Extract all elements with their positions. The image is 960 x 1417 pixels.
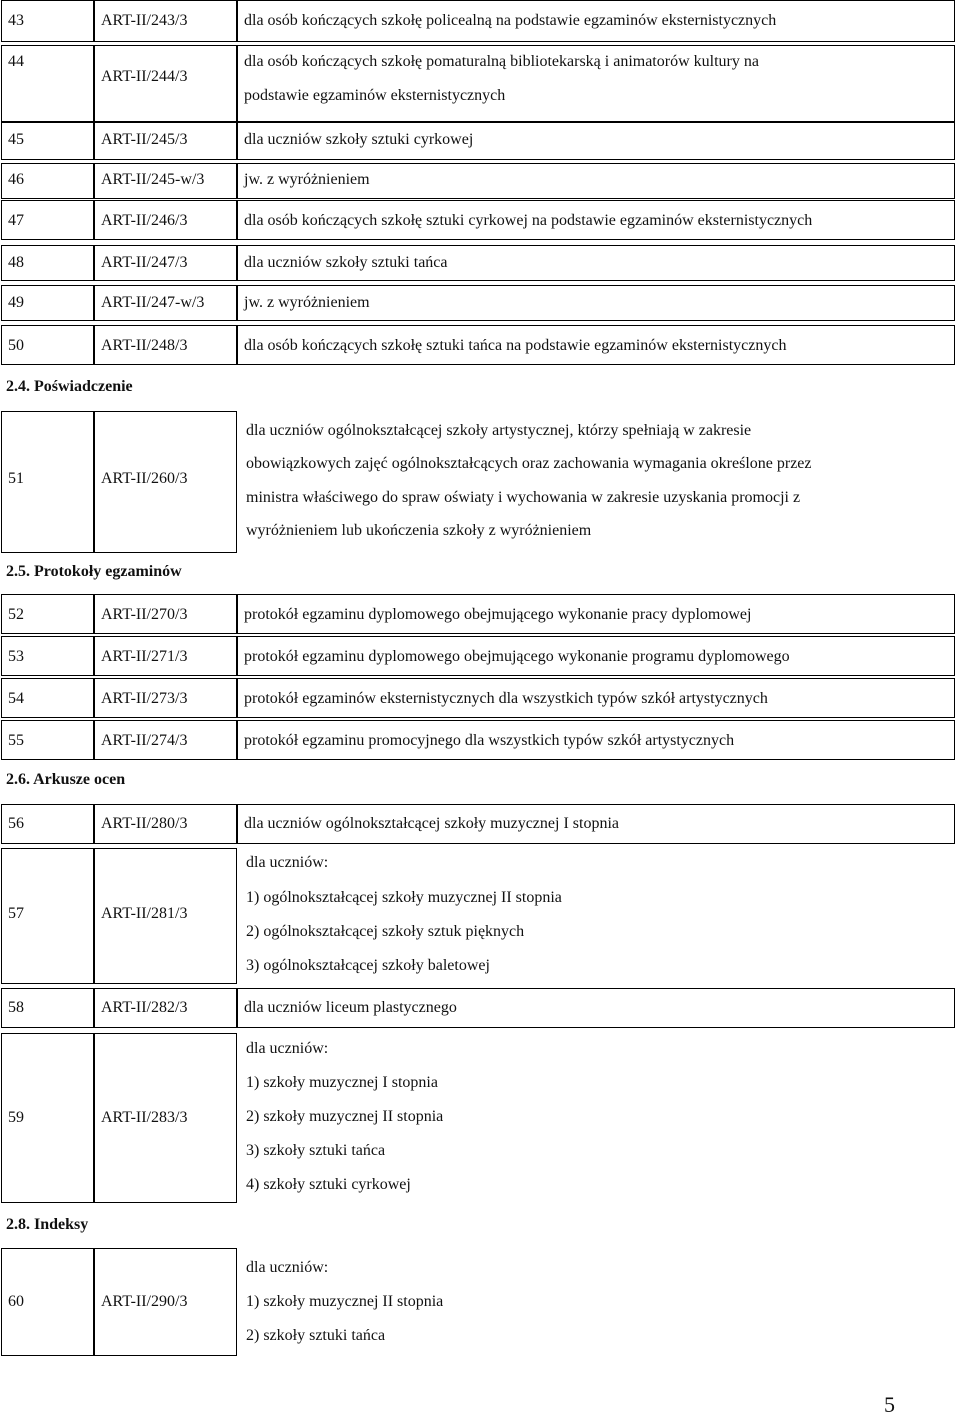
form-code: ART-II/270/3 — [101, 606, 188, 623]
table-row — [0, 0, 960, 42]
form-description: protokół egzaminów eksternistycznych dla wszystkich typów szkół artystycznych — [244, 690, 768, 707]
form-description: dla osób kończących szkołę policealną na podstawie egzaminów eksternistycznych — [244, 12, 777, 29]
row-number: 44 — [8, 53, 24, 70]
table-row — [0, 285, 960, 321]
table-row — [0, 1248, 960, 1356]
section-heading: 2.4. Poświadczenie — [6, 378, 133, 395]
section-heading: 2.5. Protokoły egzaminów — [6, 563, 182, 580]
form-description: dla uczniów: — [246, 1259, 329, 1276]
row-number: 48 — [8, 254, 24, 271]
table-row — [0, 1033, 960, 1203]
row-number: 47 — [8, 212, 24, 229]
form-code: ART-II/245/3 — [101, 131, 188, 148]
form-description: dla uczniów: — [246, 854, 329, 871]
form-code: ART-II/247/3 — [101, 254, 188, 271]
form-description: 2) ogólnokształcącej szkoły sztuk pięknych — [246, 923, 525, 940]
row-number: 56 — [8, 815, 24, 832]
form-description: podstawie egzaminów eksternistycznych — [244, 87, 506, 104]
form-description: dla osób kończących szkołę sztuki cyrkowej na podstawie egzaminów eksternistycznych — [244, 212, 813, 229]
row-number: 52 — [8, 606, 24, 623]
page-number: 5 — [884, 1392, 895, 1417]
row-number: 46 — [8, 171, 24, 188]
form-code: ART-II/273/3 — [101, 690, 188, 707]
form-description: 1) szkoły muzycznej I stopnia — [246, 1074, 438, 1091]
form-code: ART-II/274/3 — [101, 732, 188, 749]
table-row — [0, 678, 960, 718]
form-description: dla uczniów szkoły sztuki cyrkowej — [244, 131, 474, 148]
table-row — [0, 636, 960, 676]
form-description: dla uczniów ogólnokształcącej szkoły muzycznej I stopnia — [244, 815, 619, 832]
table-row — [0, 594, 960, 634]
form-description: dla osób kończących szkołę pomaturalną bibliotekarską i animatorów kultury na — [244, 53, 759, 70]
form-description: jw. z wyróżnieniem — [244, 294, 370, 311]
row-number: 59 — [8, 1109, 24, 1126]
row-number: 60 — [8, 1293, 24, 1310]
section-heading: 2.6. Arkusze ocen — [6, 771, 126, 788]
table-row — [0, 163, 960, 199]
form-description: 2) szkoły muzycznej II stopnia — [246, 1108, 444, 1125]
form-description: 3) szkoły sztuki tańca — [246, 1142, 386, 1159]
row-number: 58 — [8, 999, 24, 1016]
form-code: ART-II/290/3 — [101, 1293, 188, 1310]
table-row — [0, 325, 960, 365]
table-row — [0, 848, 960, 984]
form-description: dla osób kończących szkołę sztuki tańca na podstawie egzaminów eksternistycznych — [244, 337, 787, 354]
table-row — [0, 45, 960, 122]
form-code: ART-II/245-w/3 — [101, 171, 205, 188]
form-description: dla uczniów ogólnokształcącej szkoły artystycznej, którzy spełniają w zakresie — [246, 422, 752, 439]
form-code: ART-II/282/3 — [101, 999, 188, 1016]
form-description: protokół egzaminu promocyjnego dla wszystkich typów szkół artystycznych — [244, 732, 735, 749]
table-row — [0, 122, 960, 160]
form-code: ART-II/283/3 — [101, 1109, 188, 1126]
form-code: ART-II/243/3 — [101, 12, 188, 29]
form-description: dla uczniów szkoły sztuki tańca — [244, 254, 448, 271]
row-number: 53 — [8, 648, 24, 665]
form-code: ART-II/281/3 — [101, 905, 188, 922]
row-number: 43 — [8, 12, 24, 29]
row-number: 49 — [8, 294, 24, 311]
row-number: 54 — [8, 690, 24, 707]
table-row — [0, 200, 960, 240]
form-code: ART-II/248/3 — [101, 337, 188, 354]
table-row — [0, 804, 960, 844]
table-row — [0, 720, 960, 760]
row-number: 55 — [8, 732, 24, 749]
form-code: ART-II/260/3 — [101, 470, 188, 487]
form-description: dla uczniów: — [246, 1040, 329, 1057]
row-number: 57 — [8, 905, 24, 922]
form-description: 1) ogólnokształcącej szkoły muzycznej II stopnia — [246, 889, 562, 906]
form-description: wyróżnieniem lub ukończenia szkoły z wyróżnieniem — [246, 522, 592, 539]
row-number: 50 — [8, 337, 24, 354]
form-description: obowiązkowych zajęć ogólnokształcących oraz zachowania wymagania określone przez — [246, 455, 812, 472]
form-code: ART-II/271/3 — [101, 648, 188, 665]
table-row — [0, 411, 960, 553]
table-row — [0, 988, 960, 1028]
form-code: ART-II/246/3 — [101, 212, 188, 229]
table-row — [0, 245, 960, 281]
form-code: ART-II/244/3 — [101, 68, 188, 85]
form-description: 4) szkoły sztuki cyrkowej — [246, 1176, 411, 1193]
row-number: 51 — [8, 470, 24, 487]
section-heading: 2.8. Indeksy — [6, 1216, 89, 1233]
form-code: ART-II/247-w/3 — [101, 294, 205, 311]
form-description: protokół egzaminu dyplomowego obejmującego wykonanie pracy dyplomowej — [244, 606, 752, 623]
form-description: ministra właściwego do spraw oświaty i wychowania w zakresie uzyskania promocji z — [246, 489, 801, 506]
form-description: jw. z wyróżnieniem — [244, 171, 370, 188]
form-description: 3) ogólnokształcącej szkoły baletowej — [246, 957, 490, 974]
form-description: 1) szkoły muzycznej II stopnia — [246, 1293, 444, 1310]
form-description: 2) szkoły sztuki tańca — [246, 1327, 386, 1344]
row-number: 45 — [8, 131, 24, 148]
form-code: ART-II/280/3 — [101, 815, 188, 832]
form-description: protokół egzaminu dyplomowego obejmującego wykonanie programu dyplomowego — [244, 648, 790, 665]
form-description: dla uczniów liceum plastycznego — [244, 999, 457, 1016]
